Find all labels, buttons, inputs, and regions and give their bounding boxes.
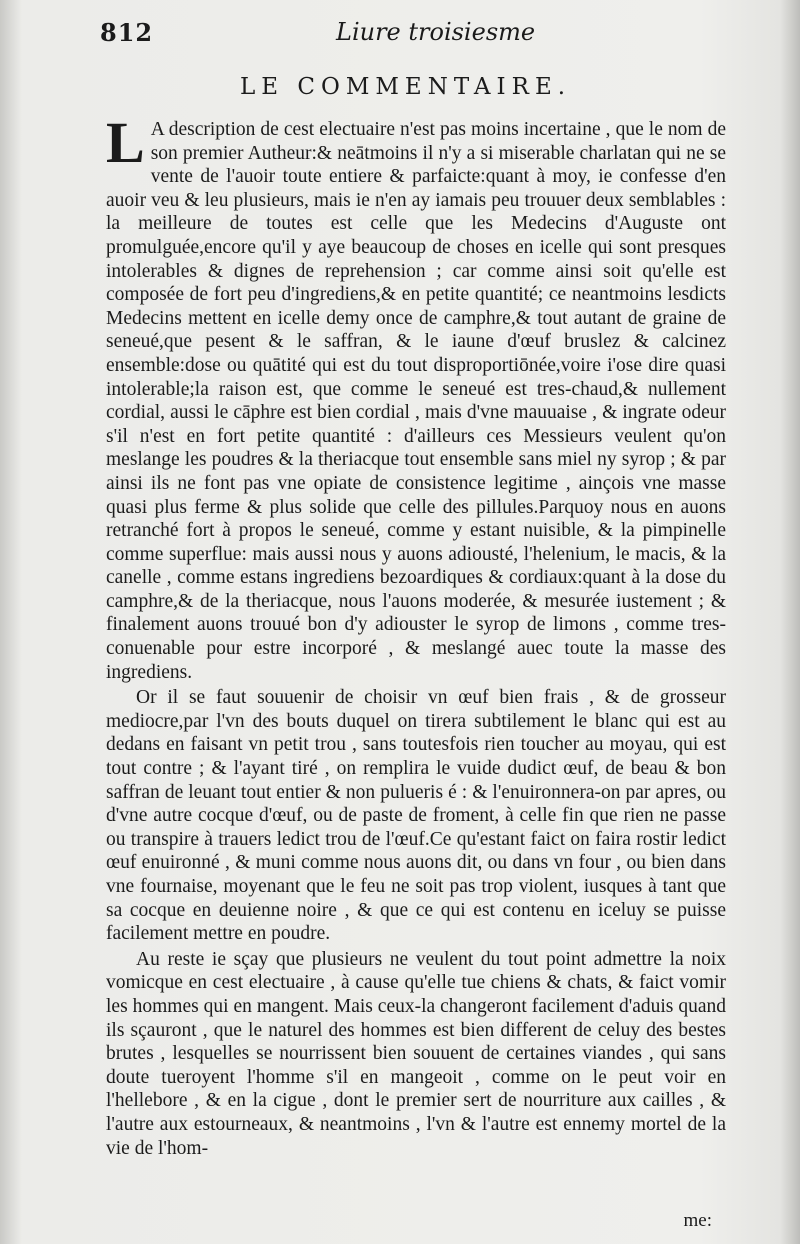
- commentary-body: [106, 110, 726, 1160]
- page-number: 812: [100, 18, 154, 47]
- paragraph-2: Or il se faut souuenir de choisir vn œuf bien frais , & de grosseur mediocre,par l'vn des bouts duquel on tirera subtilement le blanc qui est au dedans en faisant vn petit trou , sans toutesfois rien toucher au moyau, qui est tout contre ; & l'ayant tiré , on remplira le vuide dudict œuf, de beau & bon saffran de leuant tout entier & non pulueris é : & l'enuironnera-on par apres, ou d'vne autre cocque d'œuf, ou de paste de froment, à celle fin que rien ne passe ou transpire à trauers ledict trou de l'œuf.Ce qu'estant faict on faira rostir ledict œuf enuironné , & muni comme nous auons dit, ou dans vn four , ou bien dans vne fournaise, moyenant que le feu ne soit pas trop violent, iusques à tant que sa cocque en deuienne noire , & que ce qui est contenu en iceluy se puisse facilement mettre en poudre.: [106, 687, 726, 945]
- section-heading: LE COMMENTAIRE.: [240, 74, 572, 100]
- book-title: Liure troisiesme: [336, 18, 536, 46]
- paragraph-1-text: A description de cest electuaire n'est pas moins incertaine , que le nom de son premier Autheur:& neātmoins il n'y a si miserable charlatan qui ne se vente de l'auoir toute entiere & parfaicte:quant à moy, ie confesse d'en auoir veu & leu plusieurs, mais ie n'en ay iamais peu trouuer deux semblables : la meilleure de toutes est celle que les Medecins d'Auguste ont promulguée,encore qu'il y aye beaucoup de choses en icelle qui sont presques intolerables & dignes de reprehension ; car comme ainsi soit qu'elle est composée de fort peu d'ingrediens,& en petite quantité; ce neantmoins lesdicts Medecins mettent en icelle demy once de camphre,& tout autant de graine de seneué,que pesent & le saffran, & le iaune d'œuf bruslez & calcinez ensemble:dose ou quātité qui est du tout disproportiōnée,voire i'ose dire quasi intolerable;la raison est, que comme le seneué est tres-chaud,& nullement cordial, aussi le cāphre est bien cordial , mais d'vne mauuaise , & ingrate odeur s'il n'est en fort petite quantité : d'ailleurs ces Messieurs veulent qu'on meslange les poudres & la theriacque tout ensemble sans miel ny syrop ; & par ainsi ils ne font pas vne opiate de consistence legitime , ainçois vne masse quasi plus ferme & plus solide que celle des pillules.Parquoy nous en auons retranché fort à propos le seneué, comme y estant nuisible, & la pimpinelle comme superflue: mais aussi nous y auons adiousté, l'helenium, le macis, & la canelle , comme estans ingrediens bezoardiques & cordiaux:quant à la dose du camphre,& de la theriacque, nous l'auons moderée, & mesurée iustement ; & finalement auons trouué bon d'y adiouster le syrop de limons , comme tres-conuenable pour estre incorporé , & meslangé auec toute la masse des ingrediens.: [106, 119, 726, 683]
- drop-cap: L: [106, 110, 145, 175]
- paragraph-3: Au reste ie sçay que plusieurs ne veulent du tout point admettre la noix vomicque en cest electuaire , à cause qu'elle tue chiens & chats, & faict vomir les hommes qui en mangent. Mais ceux-la changeront facilement d'aduis quand ils sçauront , que le naturel des hommes est bien different de celuy des bestes brutes , lesquelles se nourrissent bien souuent de certaines viandes , qui sans doute tueroyent l'homme s'il en mangeoit , comme on le peut voir en l'hellebore , & en la cigue , dont le premier sert de nourriture aux cailles , & l'autre aux estourneaux, & neantmoins , l'vn & l'autre est ennemy mortel de la vie de l'hom-: [106, 948, 726, 1159]
- paragraph-1: [106, 110, 726, 684]
- catchword: me:: [683, 1210, 712, 1231]
- running-head: [100, 18, 710, 54]
